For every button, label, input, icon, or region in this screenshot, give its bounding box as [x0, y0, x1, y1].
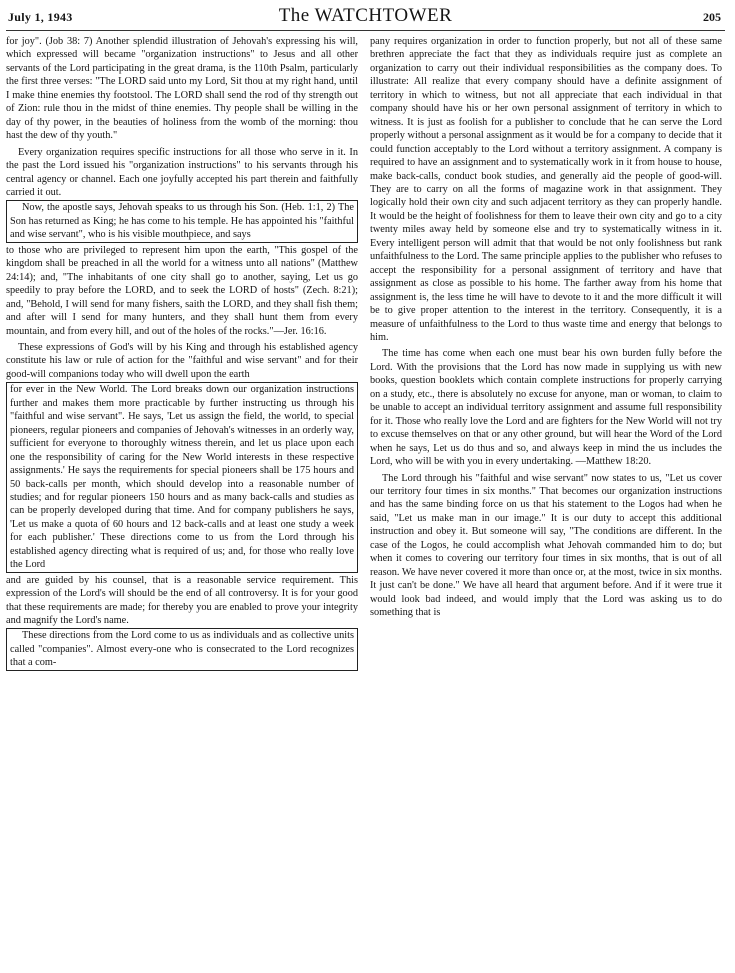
- paragraph: to those who are privileged to represent him upon the earth, "This gospel of the kingdom shall be preached in all the world for a witness unto all nations" (Matthew 24:14); and, "The inhabitants of one city shall go to another, saying, Let us go speedily to pray before the LORD, and to seek the LORD of hosts" (Zech. 8:21); and, "Behold, I will send for many fishers, saith the LORD, and they shall fish them; and after will I send for many hunters, and they shall hunt them from every mountain, and from every hill, and out of the holes of the rocks."—Jer. 16:16.: [6, 244, 358, 337]
- boxed-passage: [6, 200, 358, 242]
- paragraph: Every organization requires specific instructions for all those who serve in it. In the past the Lord issued his "organization instructions" to his servants through his central agency or channel. Each one joyfully accepted his part therein and faithfully carried it out.: [6, 146, 358, 198]
- paragraph: These expressions of God's will by his King and through his established agency constitute his law or rule of action for the "faithful and wise servant" and for their good-will companions today who will dwell upon the earth: [6, 341, 358, 380]
- paragraph: The time has come when each one must bear his own burden fully before the Lord. With the provisions that the Lord has now made in supplying us with new books, question booklets which contain complete instructions for properly carrying on a study, etc., there is absolutely no excuse for anyone, man or woman, to claim to be unable to accept an individual territory assignment and assume full responsibility for it. Those who really love the Lord and are fighters for the New World will not try to excuse themselves on that or any other ground, but will hear the Word of the Lord when he says, Let us do thus and so, and always keep in mind the us includes the Lord, who will be with you in every undertaking. —Matthew 18:20.: [370, 348, 722, 468]
- masthead-title: The WATCHTOWER: [278, 5, 453, 26]
- page-number: 205: [703, 10, 721, 24]
- right-column: [370, 35, 722, 672]
- page-header: [6, 4, 725, 31]
- paragraph: Now, the apostle says, Jehovah speaks to us through his Son. (Heb. 1:1, 2) The Son has returned as King; he has come to his temple. He has appointed his "faithful and wise servant", who is his visible mouthpiece, and says: [10, 202, 354, 241]
- paragraph: pany requires organization in order to function properly, but not all of these same brethren appreciate the fact that they as individuals require just as complete an organization to carry out their individual responsibilities as the company does. To illustrate: All realize that every company should have a definite assignment of territory in which to witness, but not all appreciate that each individual in that company should have his or her own personal assignment of territory in which to witness. It is just as foolish for a publisher to conclude that he can serve the Lord properly without a personal assignment as it would be for a company to decide that it could function acceptably to the Lord without a territory assignment. A company is required to have an assignment and to systematically work in it from house to house, make back-calls, conduct book studies, and generally aid the people of good-will. They are to carry on all the forms of magazine work in that assignment. They logically hold their own city and such adjacent territory as they can properly handle. It would be the height of foolishness for them to leave their own city and go to a city twenty miles away held by someone else and try to systematically witness in it. Every intelligent person will admit that that would be not only foolishness but rank unfaithfulness to the Lord. The same principle applies to the publisher who refuses to accept the responsibility for a personal assignment of territory and have that assignment as close as possible to his home. The farther away from his home that assignment is, the less time he will have to devote to it and the more difficult it will be to give proper attention to the interest in the territory. Consequently, it is a measure of unfaithfulness to the Lord to thus waste time and energy that belongs to him.: [370, 36, 722, 343]
- left-column: [6, 35, 358, 672]
- paragraph: These directions from the Lord come to us as individuals and as collective units called "companies". Almost every-one who is consecrated to the Lord recognizes that a com-: [10, 630, 354, 669]
- paragraph: and are guided by his counsel, that is a reasonable service requirement. This expression of the Lord's will should be the end of all controversy. It is for your good that these requirements are made; for thereby you are enabled to prove your integrity and magnify the Lord's name.: [6, 574, 358, 627]
- paragraph: for joy". (Job 38: 7) Another splendid illustration of Jehovah's expressing his will, which expressed will became "organization instructions" to Jesus and all other servants of the Lord participating in the great drama, is the 110th Psalm, particularly the first three verses: "The LORD said unto my Lord, Sit thou at my right hand, until I make thine enemies thy footstool. The LORD shall send the rod of thy strength out of Zion: rule thou in the midst of thine enemies. Thy people shall be willing in the day of thy power, in the beauties of holiness from the womb of the morning: thou hast the dew of thy youth.": [6, 36, 358, 142]
- paragraph: The Lord through his "faithful and wise servant" now states to us, "Let us cover our territory four times in six months." That becomes our organization instructions and has the same binding force on us that his statement to the Logos had when he said, "Let us make man in our image." It is our duty to accept this additional instruction and obey it. But someone will say, "The conditions are different. In the case of the Logos, he could accomplish what Jehovah commanded him to do; but when it comes to covering our territory four times in six months, that is out of all reason. We have never covered it more than once or, at the most, twice in six months. It just can't be done." We have all heard that argument before. And if it were true it would look bad indeed, and would imply that the Lord was asking us to do something that is: [370, 472, 722, 619]
- boxed-passage: [6, 382, 358, 572]
- header-date: July 1, 1943: [8, 10, 73, 24]
- boxed-passage: [6, 628, 358, 670]
- article-body: [6, 35, 725, 672]
- paragraph: for ever in the New World. The Lord breaks down our organization instructions further and makes them more practicable by further instructing us through his "faithful and wise servant". He says, 'Let us assign the field, the world, to special pioneers, regular pioneers and companies of Jehovah's witnesses in an orderly way, sufficient for everyone to thoroughly witness therein, and let us place upon each one the responsibility of caring for the New World interests in these respective assignments.' He says the requirements for special pioneers shall be 175 hours and 50 back-calls per month, which should develop into a reasonable number of studies; and for regular pioneers 150 hours and as many back-calls and studies as can be properly developed during that time. And for company publishers he says, 'Let us make a quota of 60 hours and 12 back-calls and at least one study a week for each publisher.' These directions come to us from the Lord through his established agency directing what is required of us; and, for those who really love the Lord: [10, 384, 354, 571]
